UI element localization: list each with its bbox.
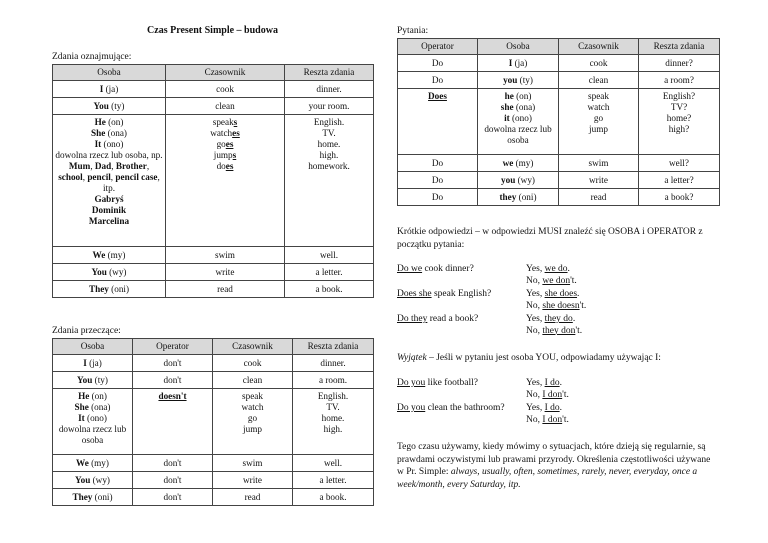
verb-cell: speaks watches goes jumps does [166, 115, 285, 247]
operator-cell: Do [398, 155, 478, 172]
person-cell: we (my) [478, 155, 559, 172]
rest-cell: English. TV. home. high. [293, 389, 374, 455]
table-row [53, 264, 374, 281]
table-row [398, 155, 720, 172]
person-cell: We (my) [53, 455, 133, 472]
table-row [53, 281, 374, 298]
verb-cell: swim [559, 155, 639, 172]
operator-cell: Do [398, 72, 478, 89]
table-row [398, 172, 720, 189]
negative-table [52, 338, 374, 506]
person-cell: You (ty) [53, 98, 166, 115]
verb-cell: speak watch go jump [213, 389, 293, 455]
table-row [53, 455, 374, 472]
column-header: Operator [133, 339, 213, 355]
example-answer: Yes, she does. No, she doesn't. [526, 289, 587, 311]
rest-cell: a letter. [285, 264, 374, 281]
person-cell: They (oni) [53, 489, 133, 506]
short-answers-examples [397, 264, 719, 344]
rest-cell: English? TV? home? high? [639, 89, 720, 155]
person-cell: They (oni) [53, 281, 166, 298]
example-question: Do you clean the bathroom? [397, 403, 505, 413]
table-header-row [53, 339, 374, 355]
exception-examples [397, 378, 719, 430]
verb-cell: clean [559, 72, 639, 89]
person-cell: I (ja) [53, 81, 166, 98]
verb-cell: read [166, 281, 285, 298]
verb-cell: clean [166, 98, 285, 115]
person-cell: He (on) She (ona) It (ono) dowolna rzecz lub osoba, np. Mum, Dad, Brother, school, pencil, pencil case, itp. Gabryś Dominik Marcelina [53, 115, 166, 247]
example-question: Does she speak English? [397, 289, 492, 299]
column-header: Reszta zdania [639, 39, 720, 55]
operator-cell: doesn't [133, 389, 213, 455]
verb-cell: read [559, 189, 639, 206]
rest-cell: a room. [293, 372, 374, 389]
operator-cell: Do [398, 172, 478, 189]
table-row [398, 55, 720, 72]
page-title: Czas Present Simple – budowa [147, 25, 278, 36]
exception-note: Wyjątek – Jeśli w pytaniu jest osoba YOU, odpowiadamy używając I: [397, 353, 661, 363]
example-answer: Yes, they do. No, they don't. [526, 314, 583, 336]
example-question: Do you like football? [397, 378, 479, 388]
operator-cell: don't [133, 489, 213, 506]
rest-cell: a book. [285, 281, 374, 298]
rest-cell: well? [639, 155, 720, 172]
column-header: Operator [398, 39, 478, 55]
table-row [53, 389, 374, 455]
table-row [53, 98, 374, 115]
column-header: Reszta zdania [293, 339, 374, 355]
person-cell: he (on) she (ona) it (ono) dowolna rzecz lub osoba [478, 89, 559, 155]
rest-cell: a book? [639, 189, 720, 206]
person-cell: We (my) [53, 247, 166, 264]
affirmative-caption: Zdania oznajmujące: [52, 52, 132, 62]
verb-cell: write [559, 172, 639, 189]
verb-cell: swim [213, 455, 293, 472]
verb-cell: clean [213, 372, 293, 389]
questions-caption: Pytania: [397, 26, 429, 36]
table-row [53, 81, 374, 98]
person-cell: You (wy) [53, 264, 166, 281]
table-row [53, 247, 374, 264]
operator-cell: Do [398, 55, 478, 72]
affirmative-table [52, 64, 374, 298]
verb-cell: cook [213, 355, 293, 372]
rest-cell: a letter? [639, 172, 720, 189]
person-cell: I (ja) [478, 55, 559, 72]
operator-cell: Does [398, 89, 478, 155]
column-header: Reszta zdania [285, 65, 374, 81]
example-question: Do they read a book? [397, 314, 479, 324]
column-header: Osoba [53, 65, 166, 81]
rest-cell: your room. [285, 98, 374, 115]
operator-cell: don't [133, 355, 213, 372]
table-header-row [53, 65, 374, 81]
table-row [53, 472, 374, 489]
usage-paragraph: Tego czasu używamy, kiedy mówimy o sytuacjach, które dzieją się regularnie, są prawdami oczywistymi lub prawami przyrody. Określenia częstotliwości używane w Pr. Simple: always, usually, often, sometimes, rarely, never, everyday, once a week/month, every Saturday, itp. [397, 442, 711, 490]
verb-cell: speak watch go jump [559, 89, 639, 155]
rest-cell: dinner? [639, 55, 720, 72]
person-cell: they (oni) [478, 189, 559, 206]
column-header: Czasownik [166, 65, 285, 81]
example-answer: Yes, I do. No, I don't. [526, 378, 569, 400]
table-row [53, 115, 374, 247]
rest-cell: well. [285, 247, 374, 264]
table-header-row [398, 39, 720, 55]
verb-cell: swim [166, 247, 285, 264]
table-row [53, 355, 374, 372]
column-header: Osoba [478, 39, 559, 55]
questions-table [397, 38, 720, 206]
person-cell: you (wy) [478, 172, 559, 189]
example-answer: Yes, I do. No, I don't. [526, 403, 569, 425]
person-cell: You (ty) [53, 372, 133, 389]
operator-cell: don't [133, 472, 213, 489]
column-header: Czasownik [559, 39, 639, 55]
example-answer: Yes, we do. No, we don't. [526, 264, 577, 286]
table-row [398, 89, 720, 155]
operator-cell: don't [133, 455, 213, 472]
example-question: Do we cook dinner? [397, 264, 474, 274]
person-cell: You (wy) [53, 472, 133, 489]
operator-cell: don't [133, 372, 213, 389]
rest-cell: well. [293, 455, 374, 472]
column-header: Osoba [53, 339, 133, 355]
rest-cell: a room? [639, 72, 720, 89]
table-row [398, 189, 720, 206]
short-answers-intro: Krótkie odpowiedzi – w odpowiedzi MUSI znaleźć się OSOBA i OPERATOR z początku pytania: [397, 227, 703, 250]
verb-cell: read [213, 489, 293, 506]
table-row [53, 372, 374, 389]
person-cell: you (ty) [478, 72, 559, 89]
table-row [53, 489, 374, 506]
verb-cell: cook [559, 55, 639, 72]
rest-cell: dinner. [293, 355, 374, 372]
negative-caption: Zdania przeczące: [52, 326, 121, 336]
rest-cell: English. TV. home. high. homework. [285, 115, 374, 247]
operator-cell: Do [398, 189, 478, 206]
table-row [398, 72, 720, 89]
verb-cell: write [166, 264, 285, 281]
person-cell: I (ja) [53, 355, 133, 372]
column-header: Czasownik [213, 339, 293, 355]
rest-cell: a book. [293, 489, 374, 506]
verb-cell: write [213, 472, 293, 489]
rest-cell: dinner. [285, 81, 374, 98]
person-cell: He (on) She (ona) It (ono) dowolna rzecz lub osoba [53, 389, 133, 455]
rest-cell: a letter. [293, 472, 374, 489]
verb-cell: cook [166, 81, 285, 98]
